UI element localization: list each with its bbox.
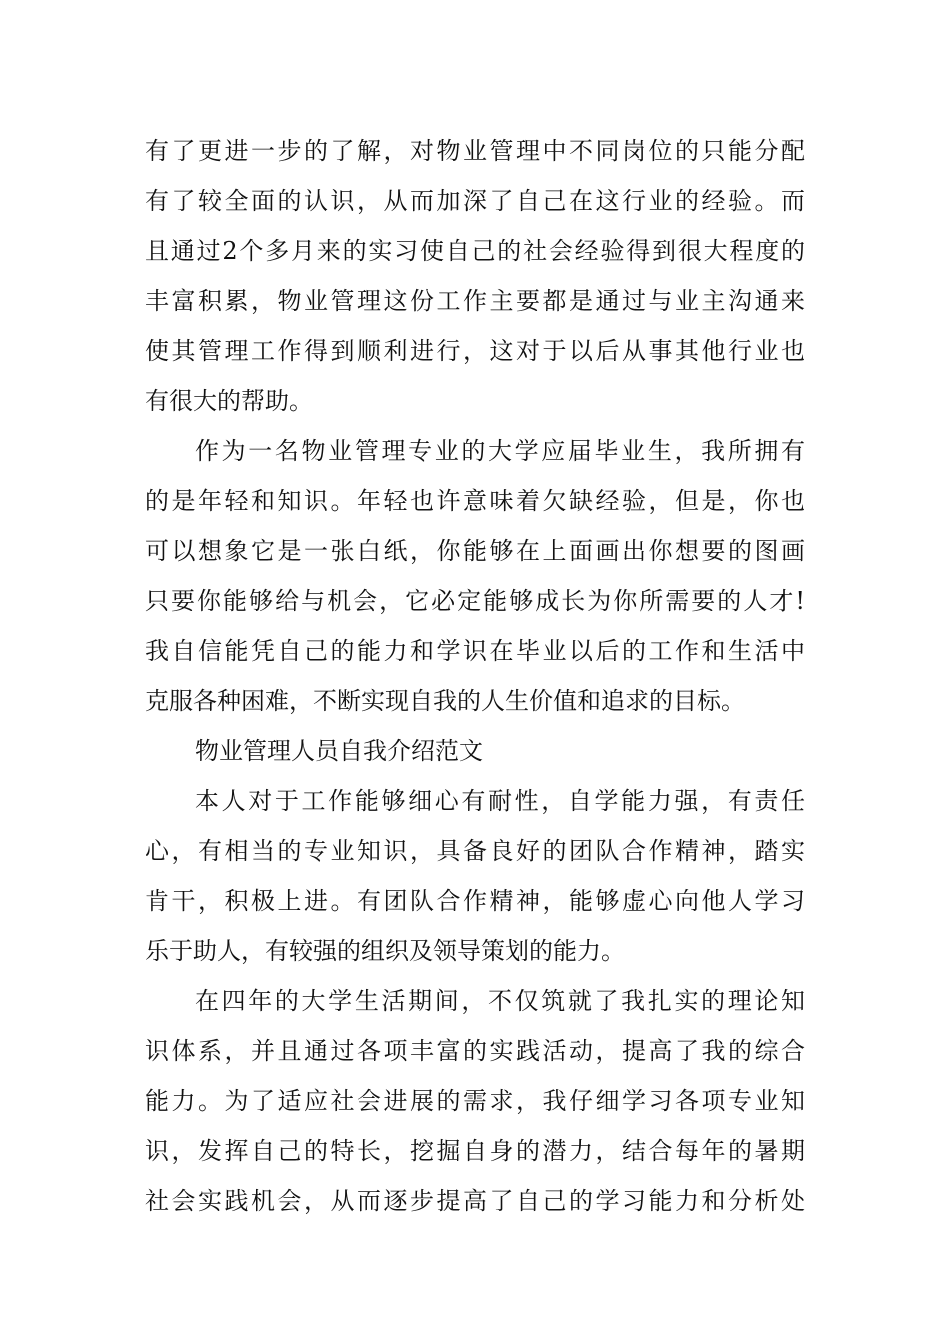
text-line: 的是年轻和知识。年轻也许意味着欠缺经验，但是，你也 — [145, 487, 805, 515]
text-line: 心，有相当的专业知识，具备良好的团队合作精神，踏实 — [145, 837, 805, 865]
text-line: 肯干，积极上进。有团队合作精神，能够虚心向他人学习 — [145, 887, 805, 915]
text-line: 社会实践机会，从而逐步提高了自己的学习能力和分析处 — [145, 1187, 805, 1215]
text-line: 能力。为了适应社会进展的需求，我仔细学习各项专业知 — [145, 1087, 805, 1115]
text-line: 作为一名物业管理专业的大学应届毕业生，我所拥有 — [195, 437, 805, 465]
text-line: 物业管理人员自我介绍范文 — [195, 737, 483, 765]
text-line: 克服各种困难，不断实现自我的人生价值和追求的目标。 — [145, 687, 745, 715]
text-line: 在四年的大学生活期间，不仅筑就了我扎实的理论知 — [195, 987, 805, 1015]
text-line: 可以想象它是一张白纸，你能够在上面画出你想要的图画 — [145, 537, 805, 565]
text-line: 识，发挥自己的特长，挖掘自身的潜力，结合每年的暑期 — [145, 1137, 805, 1165]
text-line: 我自信能凭自己的能力和学识在毕业以后的工作和生活中 — [145, 637, 805, 665]
text-line: 有了更进一步的了解，对物业管理中不同岗位的只能分配 — [145, 137, 805, 165]
document-body — [145, 126, 805, 1226]
text-line: 使其管理工作得到顺利进行，这对于以后从事其他行业也 — [145, 337, 805, 365]
text-line: 只要你能够给与机会，它必定能够成长为你所需要的人才! — [145, 587, 805, 615]
text-line: 有很大的帮助。 — [145, 387, 313, 415]
text-line: 本人对于工作能够细心有耐性，自学能力强，有责任 — [195, 787, 805, 815]
text-line: 丰富积累，物业管理这份工作主要都是通过与业主沟通来 — [145, 287, 805, 315]
text-line: 识体系，并且通过各项丰富的实践活动，提高了我的综合 — [145, 1037, 805, 1065]
text-line: 且通过2个多月来的实习使自己的社会经验得到很大程度的 — [145, 237, 805, 265]
text-line: 乐于助人，有较强的组织及领导策划的能力。 — [145, 937, 625, 965]
text-line: 有了较全面的认识，从而加深了自己在这行业的经验。而 — [145, 187, 805, 215]
